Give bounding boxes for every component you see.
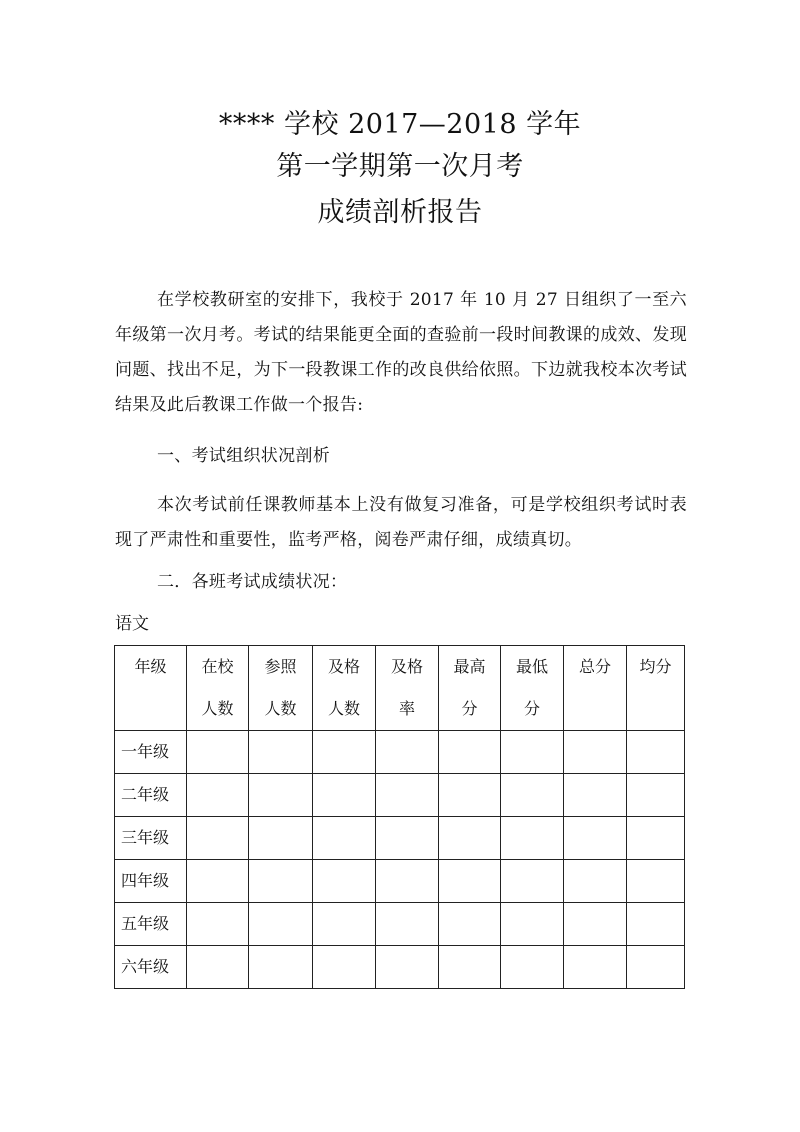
grade-cell: 三年级 <box>115 817 187 860</box>
table-row <box>115 774 685 817</box>
grade-cell: 五年级 <box>115 903 187 946</box>
subject-label: 语文 <box>115 614 149 634</box>
section-2-heading: 二．各班考试成绩状况： <box>157 572 348 592</box>
header-cell: 最低 分 <box>501 646 564 731</box>
header-cell: 在校 人数 <box>187 646 249 731</box>
title-line-2: 第一学期第一次月考 <box>276 151 524 182</box>
grade-cell: 一年级 <box>115 731 187 774</box>
header-cell: 总分 <box>564 646 627 731</box>
header-cell: 参照 人数 <box>249 646 313 731</box>
title-line-1: **** 学校 2017—2018 学年 <box>218 109 582 140</box>
table-row <box>115 731 685 774</box>
intro-paragraph: 在学校教研室的安排下，我校于 2017 年 10 月 27 日组织了一至六年级第一次月考。考试的结果能更全面的查验前一段时间教课的成效、发现问题、找出不足，为下一段教课工作的改良供给依照。下边就我校本次考试结果及此后教课工作做一个报告: <box>115 290 687 415</box>
table-row <box>115 817 685 860</box>
report-title <box>0 104 800 242</box>
header-cell: 均分 <box>627 646 685 731</box>
grade-cell: 四年级 <box>115 860 187 903</box>
table-header-row <box>115 646 685 731</box>
title-line-3: 成绩剖析报告 <box>317 197 483 228</box>
table-row <box>115 903 685 946</box>
score-table <box>114 645 685 989</box>
header-cell: 及格 人数 <box>313 646 376 731</box>
header-cell: 年级 <box>115 646 187 731</box>
section-1-heading: 一、考试组织状况剖析 <box>157 446 330 466</box>
grade-cell: 六年级 <box>115 946 187 989</box>
section-1-body: 本次考试前任课教师基本上没有做复习准备，可是学校组织考试时表现了严肃性和重要性，监考严格，阅卷严肃仔细，成绩真切。 <box>115 495 687 550</box>
header-cell: 最高 分 <box>439 646 501 731</box>
table-row <box>115 946 685 989</box>
header-cell: 及格 率 <box>376 646 439 731</box>
table-row <box>115 860 685 903</box>
grade-cell: 二年级 <box>115 774 187 817</box>
